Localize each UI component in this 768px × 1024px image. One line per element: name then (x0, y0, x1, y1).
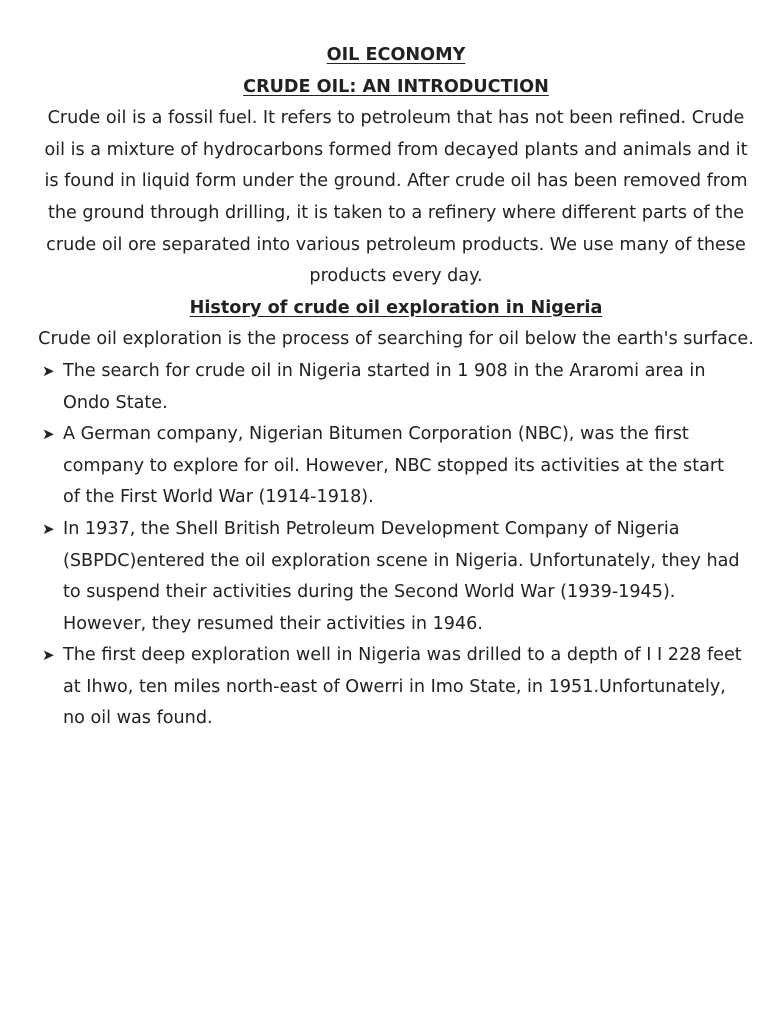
arrowhead-bullet-icon: ➤ (42, 425, 55, 444)
arrowhead-bullet-icon: ➤ (42, 361, 55, 380)
list-item-text: A German company, Nigerian Bitumen Corporation (NBC), was the first company to explore for oil. However, NBC stopped its activities at the start of the First World War (1914-1918). (63, 424, 725, 508)
bullet-list (36, 356, 756, 735)
list-item (36, 640, 756, 735)
section-heading: CRUDE OIL: AN INTRODUCTION (243, 76, 549, 97)
history-intro-paragraph: Crude oil exploration is the process of searching for oil below the earth's surface. (38, 329, 754, 350)
document-title: OIL ECONOMY (326, 45, 466, 65)
document-page (36, 40, 756, 735)
list-item (36, 514, 756, 640)
arrowhead-bullet-icon: ➤ (42, 646, 55, 665)
intro-paragraph: Crude oil is a fossil fuel. It refers to petroleum that has not been refined. Crude oil is a mixture of hydrocarbons formed from decayed plants and animals and it is found in liquid form under the ground. After crude oil has been removed from the ground through drilling, it is taken to a refinery where different parts of the crude oil ore separated into various petroleum products. We use many of these products every day. (44, 108, 748, 287)
history-heading: History of crude oil exploration in Nigeria (189, 297, 603, 318)
list-item (36, 356, 756, 419)
list-item-text: The first deep exploration well in Nigeria was drilled to a depth of I I 228 feet at Ihwo, ten miles north-east of Owerri in Imo State, in 1951.Unfortunately, no oil was found. (63, 645, 742, 729)
list-item-text: The search for crude oil in Nigeria started in 1 908 in the Araromi area in Ondo State. (63, 360, 706, 413)
list-item-text: In 1937, the Shell British Petroleum Development Company of Nigeria (SBPDC)entered the oil exploration scene in Nigeria. Unfortunately, they had to suspend their activities during the Second World War (1939-1945). However, they resumed their activities in 1946. (63, 518, 740, 634)
arrowhead-bullet-icon: ➤ (42, 519, 55, 538)
list-item (36, 419, 756, 514)
